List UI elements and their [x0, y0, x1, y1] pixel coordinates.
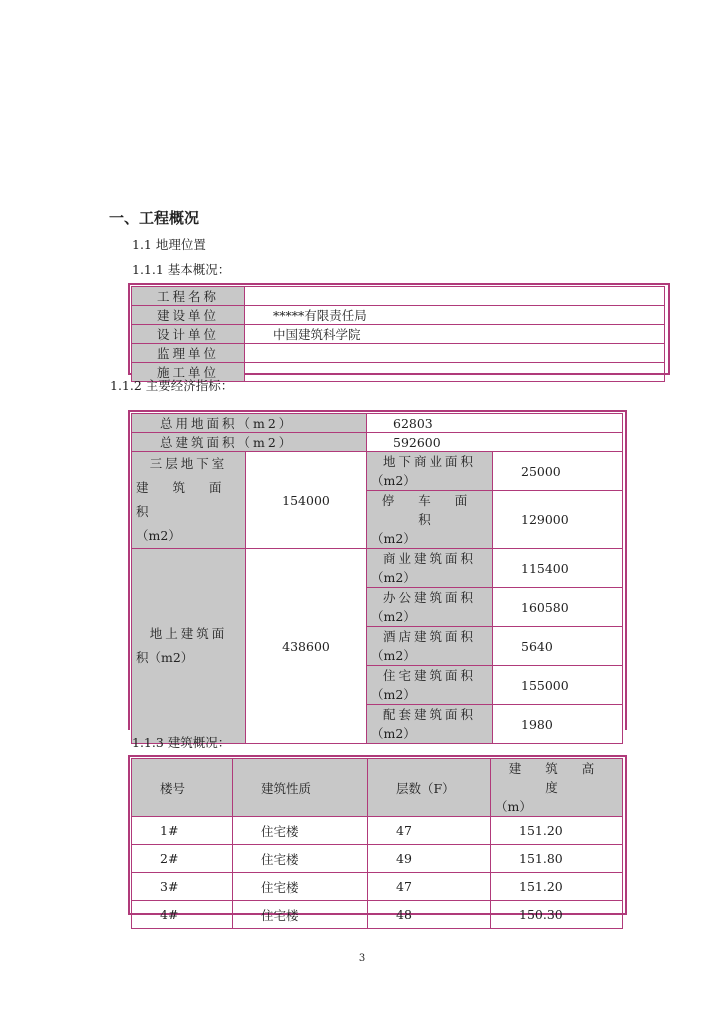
basic-info-table — [131, 286, 665, 382]
header-building-no: 楼号 — [132, 759, 233, 817]
total-land-label: 总用地面积（m2） — [132, 414, 367, 433]
heading-1-1-2: 1.1.2 主要经济指标： — [110, 378, 234, 393]
table-row — [132, 845, 623, 873]
sub-value: 5640 — [493, 627, 623, 666]
sub-label — [367, 549, 493, 588]
sub-label — [367, 452, 493, 491]
building-table — [131, 758, 623, 929]
sub-label-line: 酒店建筑面积 — [382, 629, 476, 644]
cell: 48 — [368, 901, 491, 929]
heading-1-1: 1.1 地理位置 — [132, 237, 206, 252]
cell: 151.20 — [491, 873, 623, 901]
sub-label — [367, 588, 493, 627]
sub-label-line: （m2） — [371, 609, 416, 624]
above-label-line: 地上建筑面 — [149, 626, 228, 641]
sub-value: 25000 — [493, 452, 623, 491]
header-floors: 层数（F） — [368, 759, 491, 817]
table-row — [132, 817, 623, 845]
cell: 住宅楼 — [233, 873, 368, 901]
sub-label-line: 停 车 面 积 — [381, 493, 478, 527]
sub-label — [367, 627, 493, 666]
sub-value: 1980 — [493, 705, 623, 744]
basement-label-line: 三层地下室 — [149, 456, 228, 471]
sub-label-line: （m2） — [371, 687, 416, 702]
basement-value: 154000 — [246, 452, 367, 549]
cell: 住宅楼 — [233, 817, 368, 845]
above-label-line: 积（m2） — [136, 650, 194, 665]
total-build-value: 592600 — [367, 433, 623, 452]
header-height-line: 建 筑 高 度 — [508, 761, 605, 795]
sub-label-line: （m2） — [371, 531, 416, 546]
table-header-row — [132, 759, 623, 817]
header-building-type: 建筑性质 — [233, 759, 368, 817]
cell: 151.20 — [491, 817, 623, 845]
basic-label: 建设单位 — [132, 306, 245, 325]
total-build-label: 总建筑面积（m2） — [132, 433, 367, 452]
total-land-value: 62803 — [367, 414, 623, 433]
sub-label-line: 办公建筑面积 — [382, 590, 476, 605]
above-ground-label — [132, 549, 246, 744]
cell: 151.80 — [491, 845, 623, 873]
sub-value: 129000 — [493, 491, 623, 549]
cell: 49 — [368, 845, 491, 873]
heading-1-1-3: 1.1.3 建筑概况： — [132, 735, 231, 750]
sub-label-line: （m2） — [371, 473, 416, 488]
table-row — [132, 901, 623, 929]
table-row — [132, 344, 665, 363]
basic-value — [245, 287, 665, 306]
basement-label-line: （m2） — [136, 528, 181, 543]
table-row — [132, 306, 665, 325]
table-row — [132, 433, 623, 452]
sub-label-line: 住宅建筑面积 — [382, 668, 476, 683]
table-row — [132, 414, 623, 433]
basic-label: 工程名称 — [132, 287, 245, 306]
cell: 住宅楼 — [233, 845, 368, 873]
basement-label — [132, 452, 246, 549]
cell: 47 — [368, 817, 491, 845]
sub-label — [367, 491, 493, 549]
cell: 2# — [132, 845, 233, 873]
sub-label-line: （m2） — [371, 648, 416, 663]
table-row — [132, 452, 623, 491]
sub-value: 160580 — [493, 588, 623, 627]
sub-label-line: （m2） — [371, 570, 416, 585]
basic-value — [245, 363, 665, 382]
table-row — [132, 549, 623, 588]
cell: 47 — [368, 873, 491, 901]
sub-label-line: （m2） — [371, 726, 416, 741]
table-row — [132, 287, 665, 306]
sub-label — [367, 666, 493, 705]
section-title: 一、工程概况 — [109, 209, 200, 227]
sub-label-line: 商业建筑面积 — [382, 551, 476, 566]
sub-label-line: 地下商业面积 — [382, 454, 476, 469]
table-row — [132, 873, 623, 901]
econ-table — [131, 413, 623, 744]
sub-value: 155000 — [493, 666, 623, 705]
cell: 4# — [132, 901, 233, 929]
cell: 1# — [132, 817, 233, 845]
cell: 3# — [132, 873, 233, 901]
basic-value: *****有限责任局 — [245, 306, 665, 325]
basic-value: 中国建筑科学院 — [245, 325, 665, 344]
sub-value: 115400 — [493, 549, 623, 588]
heading-1-1-1: 1.1.1 基本概况： — [132, 262, 231, 277]
basic-value — [245, 344, 665, 363]
basic-label: 施工单位 — [132, 363, 245, 382]
page-number: 3 — [358, 953, 366, 964]
header-height — [491, 759, 623, 817]
basement-label-line: 建 筑 面 积 — [136, 480, 232, 519]
cell: 住宅楼 — [233, 901, 368, 929]
basic-label: 设计单位 — [132, 325, 245, 344]
above-ground-value: 438600 — [246, 549, 367, 744]
basic-label: 监理单位 — [132, 344, 245, 363]
cell: 150.30 — [491, 901, 623, 929]
sub-label-line: 配套建筑面积 — [382, 707, 476, 722]
sub-label — [367, 705, 493, 744]
table-row — [132, 325, 665, 344]
header-height-line: （m） — [495, 799, 532, 814]
